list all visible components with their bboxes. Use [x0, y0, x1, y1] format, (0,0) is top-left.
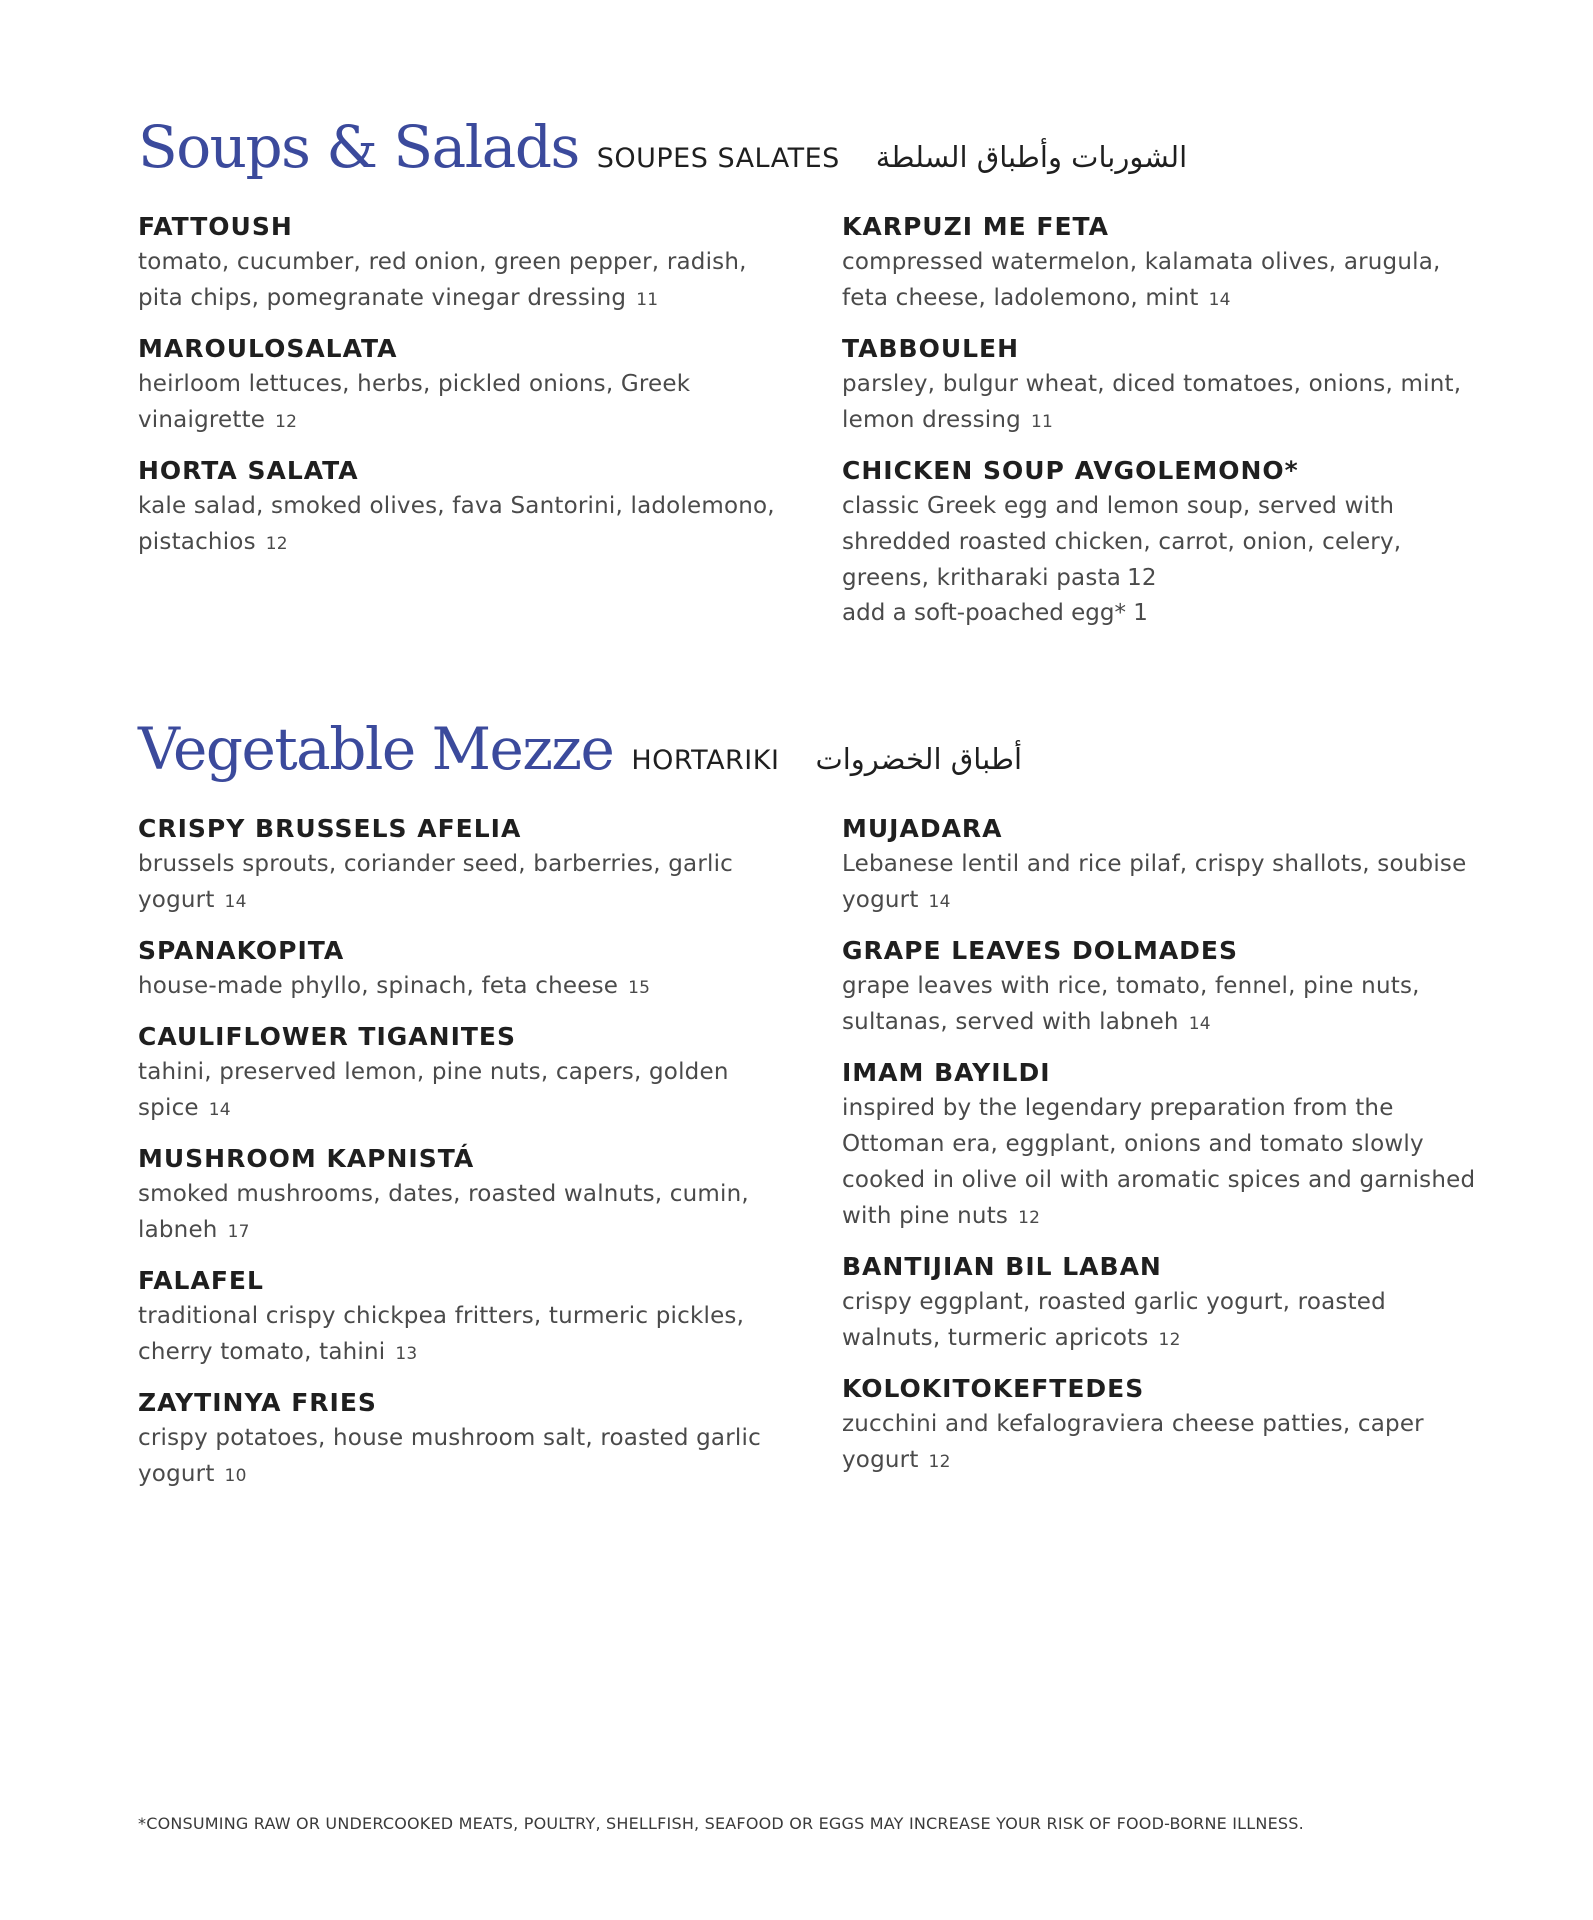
menu-item: [842, 934, 1482, 1042]
item-addon: add a soft-poached egg* 1: [842, 600, 1148, 626]
section-heading: [138, 715, 1478, 798]
item-name: TABBOULEH: [842, 334, 1020, 363]
menu-item: [842, 812, 1482, 920]
item-name: CAULIFLOWER TIGANITES: [138, 1022, 517, 1051]
item-name: HORTA SALATA: [138, 456, 359, 485]
item-price: 14: [928, 892, 951, 912]
section-title: Vegetable Mezze: [138, 715, 614, 783]
section-subtitle: HORTARIKI: [631, 745, 780, 776]
item-name: MAROULOSALATA: [138, 334, 398, 363]
item-name: FALAFEL: [138, 1266, 264, 1295]
section-arabic-title: الشوربات وأطباق السلطة: [875, 140, 1188, 174]
item-price: 11: [636, 290, 659, 310]
item-description: heirloom lettuces, herbs, pickled onions, Greek vinaigrette 12: [138, 371, 691, 433]
item-price: 14: [1188, 1014, 1211, 1034]
item-name: CRISPY BRUSSELS AFELIA: [138, 814, 522, 843]
item-description: house-made phyllo, spinach, feta cheese 15: [138, 973, 651, 999]
menu-item: [842, 1250, 1482, 1358]
item-description: grape leaves with rice, tomato, fennel, pine nuts, sultanas, served with labneh 14: [842, 973, 1420, 1035]
item-description: crispy eggplant, roasted garlic yogurt, roasted walnuts, turmeric apricots 12: [842, 1289, 1386, 1351]
item-price: 12: [1018, 1208, 1041, 1228]
item-name: SPANAKOPITA: [138, 936, 345, 965]
menu-column-right: [842, 210, 1482, 644]
menu-column-left: [138, 812, 778, 1508]
item-name: MUJADARA: [842, 814, 1003, 843]
item-name: MUSHROOM KAPNISTÁ: [138, 1144, 475, 1173]
item-description: tomato, cucumber, red onion, green pepper, radish, pita chips, pomegranate vinegar dressing 11: [138, 249, 747, 311]
item-price: 13: [395, 1344, 418, 1364]
menu-item: [138, 332, 778, 440]
item-description: compressed watermelon, kalamata olives, arugula, feta cheese, ladolemono, mint 14: [842, 249, 1441, 311]
menu-item: [138, 210, 778, 318]
section-heading: [138, 113, 1478, 196]
item-name: KOLOKITOKEFTEDES: [842, 1374, 1145, 1403]
menu-item: [138, 1142, 778, 1250]
item-name: ZAYTINYA FRIES: [138, 1388, 377, 1417]
item-price: 12: [1158, 1330, 1181, 1350]
item-description: kale salad, smoked olives, fava Santorini, ladolemono, pistachios 12: [138, 493, 775, 555]
item-price: 11: [1030, 412, 1053, 432]
item-price: 14: [224, 892, 247, 912]
item-description: zucchini and kefalograviera cheese patties, caper yogurt 12: [842, 1411, 1424, 1473]
item-price: 10: [224, 1466, 247, 1486]
section-subtitle: SOUPES SALATES: [596, 143, 840, 174]
item-name: FATTOUSH: [138, 212, 293, 241]
item-price: 15: [628, 978, 651, 998]
item-description: brussels sprouts, coriander seed, barberries, garlic yogurt 14: [138, 851, 734, 913]
section-title: Soups & Salads: [138, 113, 579, 181]
section-arabic-title: أطباق الخضروات: [815, 742, 1023, 776]
vegetable-mezze-section: [138, 715, 1478, 1487]
item-price: 12: [1127, 565, 1157, 591]
item-description: inspired by the legendary preparation from the Ottoman era, eggplant, onions and tomato slowly cooked in olive oil with aromatic spices and garnished with pine nuts 12: [842, 1095, 1476, 1229]
menu-item: [842, 454, 1482, 630]
item-description: traditional crispy chickpea fritters, turmeric pickles, cherry tomato, tahini 13: [138, 1303, 745, 1365]
menu-item: [138, 1386, 778, 1494]
item-name: IMAM BAYILDI: [842, 1058, 1051, 1087]
item-description: smoked mushrooms, dates, roasted walnuts, cumin, labneh 17: [138, 1181, 749, 1243]
menu-item: [138, 1020, 778, 1128]
item-description: Lebanese lentil and rice pilaf, crispy shallots, soubise yogurt 14: [842, 851, 1467, 913]
menu-item: [842, 210, 1482, 318]
soups-salads-section: [138, 113, 1478, 626]
item-price: 14: [208, 1100, 231, 1120]
item-description: crispy potatoes, house mushroom salt, roasted garlic yogurt 10: [138, 1425, 761, 1487]
menu-item: [138, 812, 778, 920]
item-price: 12: [275, 412, 298, 432]
menu-item: [138, 454, 778, 562]
item-description: parsley, bulgur wheat, diced tomatoes, onions, mint, lemon dressing 11: [842, 371, 1462, 433]
item-price: 12: [265, 534, 288, 554]
food-safety-footnote: *CONSUMING RAW OR UNDERCOOKED MEATS, POULTRY, SHELLFISH, SEAFOOD OR EGGS MAY INCREASE YOUR RISK OF FOOD-BORNE ILLNESS.: [138, 1814, 1304, 1833]
item-name: CHICKEN SOUP AVGOLEMONO*: [842, 456, 1299, 485]
menu-column-right: [842, 812, 1482, 1494]
menu-item: [842, 1372, 1482, 1480]
menu-item: [138, 1264, 778, 1372]
menu-item: [842, 1056, 1482, 1236]
menu-item: [842, 332, 1482, 440]
item-price: 14: [1208, 290, 1231, 310]
item-name: BANTIJIAN BIL LABAN: [842, 1252, 1162, 1281]
item-description: tahini, preserved lemon, pine nuts, capers, golden spice 14: [138, 1059, 729, 1121]
item-name: GRAPE LEAVES DOLMADES: [842, 936, 1239, 965]
item-price: 17: [227, 1222, 250, 1242]
menu-item: [138, 934, 778, 1006]
item-description: classic Greek egg and lemon soup, served with shredded roasted chicken, carrot, onion, celery, greens, kritharaki pasta 12: [842, 493, 1402, 591]
menu-column-left: [138, 210, 778, 576]
item-price: 12: [928, 1452, 951, 1472]
item-name: KARPUZI ME FETA: [842, 212, 1110, 241]
